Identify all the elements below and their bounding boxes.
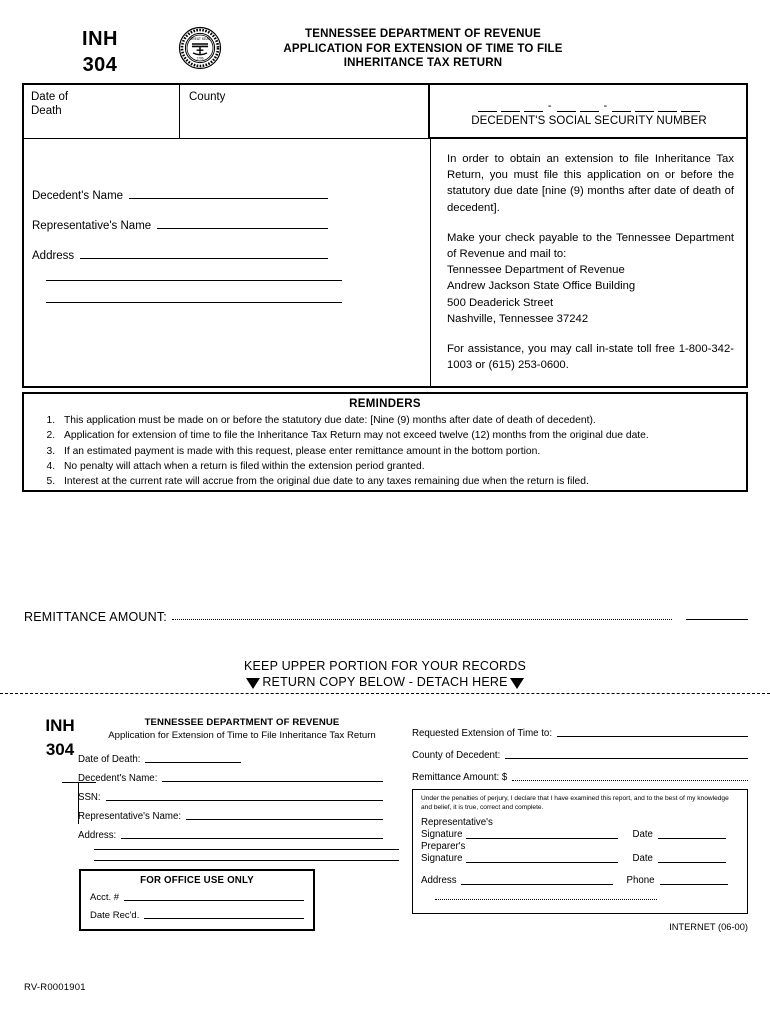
- county-of-decedent-label: County of Decedent:: [412, 750, 501, 761]
- address-input-line-2[interactable]: [46, 280, 342, 281]
- county-of-decedent-input[interactable]: [505, 758, 748, 759]
- ssn-blank[interactable]: [501, 100, 520, 112]
- preparer-signature-caption: Preparer's: [421, 841, 466, 853]
- preparer-signature-label: Signature: [421, 853, 463, 865]
- lower-decedent-name-label: Decedent's Name:: [78, 773, 158, 784]
- detach-here-row: [0, 674, 770, 690]
- representative-name-label: Representative's Name: [32, 220, 152, 232]
- preparer-phone-input[interactable]: [660, 884, 728, 885]
- ssn-blank[interactable]: [478, 100, 497, 112]
- county-label: County: [189, 91, 226, 103]
- lower-remittance-amount-field[interactable]: [412, 772, 748, 783]
- ssn-blank[interactable]: [658, 100, 677, 112]
- form-number-prefix: INH: [82, 28, 118, 50]
- representative-signature-row[interactable]: [421, 829, 739, 841]
- form-number: [40, 26, 160, 78]
- preparer-date-input[interactable]: [658, 862, 726, 863]
- document-id: RV-R0001901: [24, 982, 86, 993]
- address-input[interactable]: [80, 258, 328, 259]
- representative-date-label: Date: [632, 829, 653, 841]
- form-title-line-1: TENNESSEE DEPARTMENT OF REVENUE: [304, 28, 541, 40]
- ssn-blank[interactable]: [580, 100, 599, 112]
- triangle-down-icon-right: [510, 678, 524, 689]
- lower-remittance-amount-label: Remittance Amount: $: [412, 772, 508, 783]
- date-received-input[interactable]: [144, 918, 304, 919]
- account-number-field[interactable]: [90, 892, 304, 903]
- keep-upper-portion-text: KEEP UPPER PORTION FOR YOUR RECORDS: [243, 659, 527, 673]
- svg-text:GREAT SEAL: GREAT SEAL: [189, 37, 211, 41]
- preparer-address-input[interactable]: [461, 884, 613, 885]
- ssn-blank[interactable]: [524, 100, 543, 112]
- address-input-line-3[interactable]: [46, 302, 342, 303]
- lower-ssn-field[interactable]: [78, 792, 383, 803]
- lower-address-input-line-2[interactable]: [94, 849, 399, 850]
- lower-request-fields: [412, 728, 748, 794]
- signature-declaration-box: [412, 789, 748, 914]
- mailing-address-line-1: Tennessee Department of Revenue: [447, 264, 625, 277]
- ssn-blank[interactable]: [612, 100, 631, 112]
- lower-address-input[interactable]: [121, 838, 383, 839]
- form-title: [228, 27, 618, 71]
- date-received-label: Date Rec'd.: [90, 910, 140, 921]
- tennessee-state-seal-icon: [178, 26, 222, 70]
- lower-form-title-line-1: TENNESSEE DEPARTMENT OF REVENUE: [144, 717, 340, 728]
- remittance-leader-dots: [172, 619, 672, 620]
- preparer-address-row[interactable]: [421, 875, 739, 887]
- ssn-blank[interactable]: [681, 100, 700, 112]
- lower-form-number-prefix: INH: [45, 716, 75, 735]
- date-of-death-cell[interactable]: [22, 83, 180, 139]
- instructions-paragraph-3: For assistance, you may call in-state toll free 1-800-342-1003 or (615) 253-0600.: [447, 343, 734, 372]
- lower-address-field[interactable]: [78, 830, 383, 841]
- reminders-box: [22, 392, 748, 492]
- for-office-use-only-title: FOR OFFICE USE ONLY: [140, 875, 254, 886]
- representative-signature-caption: Representative's: [421, 817, 493, 829]
- ssn-caption: DECEDENT'S SOCIAL SECURITY NUMBER: [471, 115, 707, 127]
- ssn-dash-1: -: [547, 100, 552, 112]
- address-label: Address: [32, 250, 75, 262]
- remittance-amount-label: REMITTANCE AMOUNT:: [24, 610, 167, 624]
- representative-signature-label: Signature: [421, 829, 463, 841]
- internet-revision-stamp: INTERNET (06-00): [669, 922, 748, 932]
- decedent-info-fields: [32, 190, 328, 324]
- mailing-address-line-2: Andrew Jackson State Office Building: [447, 280, 636, 293]
- county-cell[interactable]: [180, 83, 430, 139]
- lower-form-number-digits: 304: [45, 740, 75, 759]
- representative-signature-input[interactable]: [466, 838, 618, 839]
- account-number-label: Acct. #: [90, 892, 120, 903]
- representative-date-input[interactable]: [658, 838, 726, 839]
- lower-remittance-amount-input[interactable]: [512, 780, 748, 781]
- lower-address-input-line-3[interactable]: [94, 860, 399, 861]
- mailing-address: [447, 262, 734, 327]
- lower-address-field-line-3[interactable]: [94, 860, 399, 863]
- date-received-field[interactable]: [90, 910, 304, 921]
- decedent-ssn-cell[interactable]: [430, 83, 748, 139]
- for-office-use-only-box: [79, 869, 315, 931]
- perjury-statement: Under the penalties of perjury, I declare that I have examined this report, and to the best of my knowledge and belief, it is true, correct and complete.: [421, 795, 729, 811]
- masthead: [0, 22, 770, 84]
- detach-notice: [0, 658, 770, 690]
- detach-dashed-line: [0, 693, 770, 694]
- lower-representative-name-input[interactable]: [186, 819, 383, 820]
- representative-signature-group: [421, 817, 739, 841]
- account-number-input[interactable]: [124, 900, 304, 901]
- remittance-amount-row[interactable]: [24, 610, 748, 624]
- lower-form-title-line-2: Application for Extension of Time to File Inheritance Tax Return: [108, 730, 376, 741]
- lower-ssn-input[interactable]: [106, 800, 383, 801]
- remittance-amount-input[interactable]: [686, 619, 748, 620]
- preparer-signature-row[interactable]: [421, 853, 739, 865]
- representative-name-input[interactable]: [157, 228, 328, 229]
- reminder-item: 2. Application for extension of time to file the Inheritance Tax Return may not exceed twelve (12) months from the original due date.: [58, 428, 738, 443]
- lower-ssn-label: SSN:: [78, 792, 101, 803]
- date-of-death-label-line-2: Death: [31, 105, 62, 117]
- date-of-death-label-line-1: Date of: [31, 91, 69, 103]
- detach-here-text: RETURN COPY BELOW - DETACH HERE: [262, 675, 508, 689]
- reminders-list: [32, 413, 738, 489]
- filing-instructions: [430, 139, 748, 388]
- preparer-phone-label: Phone: [626, 875, 655, 887]
- ssn-dash-2: -: [603, 100, 608, 112]
- preparer-address-group: [421, 875, 739, 887]
- county-of-decedent-field[interactable]: [412, 750, 748, 761]
- lower-address-label: Address:: [78, 830, 117, 841]
- reminder-item: 3. If an estimated payment is made with this request, please enter remittance amount in the bottom portion.: [58, 444, 738, 459]
- lower-date-of-death-input[interactable]: [145, 762, 241, 763]
- representative-name-field[interactable]: [32, 220, 328, 232]
- lower-representative-name-label: Representative's Name:: [78, 811, 182, 822]
- form-number-digits: 304: [82, 54, 118, 76]
- instructions-paragraph-2: Make your check payable to the Tennessee Department of Revenue and mail to:: [447, 231, 734, 261]
- ssn-blank-group[interactable]: [430, 96, 748, 112]
- lower-date-of-death-field[interactable]: [78, 754, 383, 765]
- form-title-line-2: APPLICATION FOR EXTENSION OF TIME TO FILE: [283, 42, 563, 55]
- ssn-blank[interactable]: [557, 100, 576, 112]
- requested-extension-label: Requested Extension of Time to:: [412, 728, 553, 739]
- decedent-name-label: Decedent's Name: [32, 190, 124, 202]
- svg-text:1796: 1796: [196, 56, 204, 61]
- mailing-address-line-4: Nashville, Tennessee 37242: [447, 312, 589, 325]
- preparer-date-label: Date: [632, 853, 653, 865]
- reminder-item: 4. No penalty will attach when a return is filed within the extension period granted.: [58, 459, 738, 474]
- preparer-signature-input[interactable]: [466, 862, 618, 863]
- lower-form-title: [92, 716, 392, 742]
- reminder-item: 5. Interest at the current rate will accrue from the original due date to any taxes remaining due when the return is filed.: [58, 474, 738, 489]
- lower-representative-name-field[interactable]: [78, 811, 383, 822]
- lower-date-of-death-label: Date of Death:: [78, 754, 141, 765]
- preparer-address-input-line-2[interactable]: [435, 899, 657, 900]
- lower-address-field-line-2[interactable]: [94, 849, 399, 852]
- reminders-title: REMINDERS: [349, 398, 421, 410]
- lower-decedent-fields: [78, 754, 383, 871]
- lower-decedent-name-input[interactable]: [162, 781, 383, 782]
- ssn-blank[interactable]: [635, 100, 654, 112]
- requested-extension-input[interactable]: [557, 736, 748, 737]
- address-field-line-2[interactable]: [46, 280, 342, 284]
- address-field-line-3[interactable]: [46, 302, 342, 306]
- preparer-signature-group: [421, 841, 739, 865]
- decedent-name-input[interactable]: [129, 198, 328, 199]
- mailing-address-line-3: 500 Deaderick Street: [447, 296, 554, 309]
- reminder-item: 1. This application must be made on or before the statutory due date: [Nine (9) months after date of death of decedent).: [58, 413, 738, 428]
- requested-extension-field[interactable]: [412, 728, 748, 739]
- lower-decedent-name-field[interactable]: [78, 773, 383, 784]
- triangle-down-icon-left: [246, 678, 260, 689]
- address-field[interactable]: [32, 250, 328, 262]
- form-title-line-3: INHERITANCE TAX RETURN: [343, 57, 503, 69]
- instructions-paragraph-1: In order to obtain an extension to file Inheritance Tax Return, you must file this application on or before the statutory due date [nine (9) months after date of death of decedent].: [447, 153, 734, 214]
- preparer-address-label: Address: [421, 875, 457, 887]
- decedent-name-field[interactable]: [32, 190, 328, 202]
